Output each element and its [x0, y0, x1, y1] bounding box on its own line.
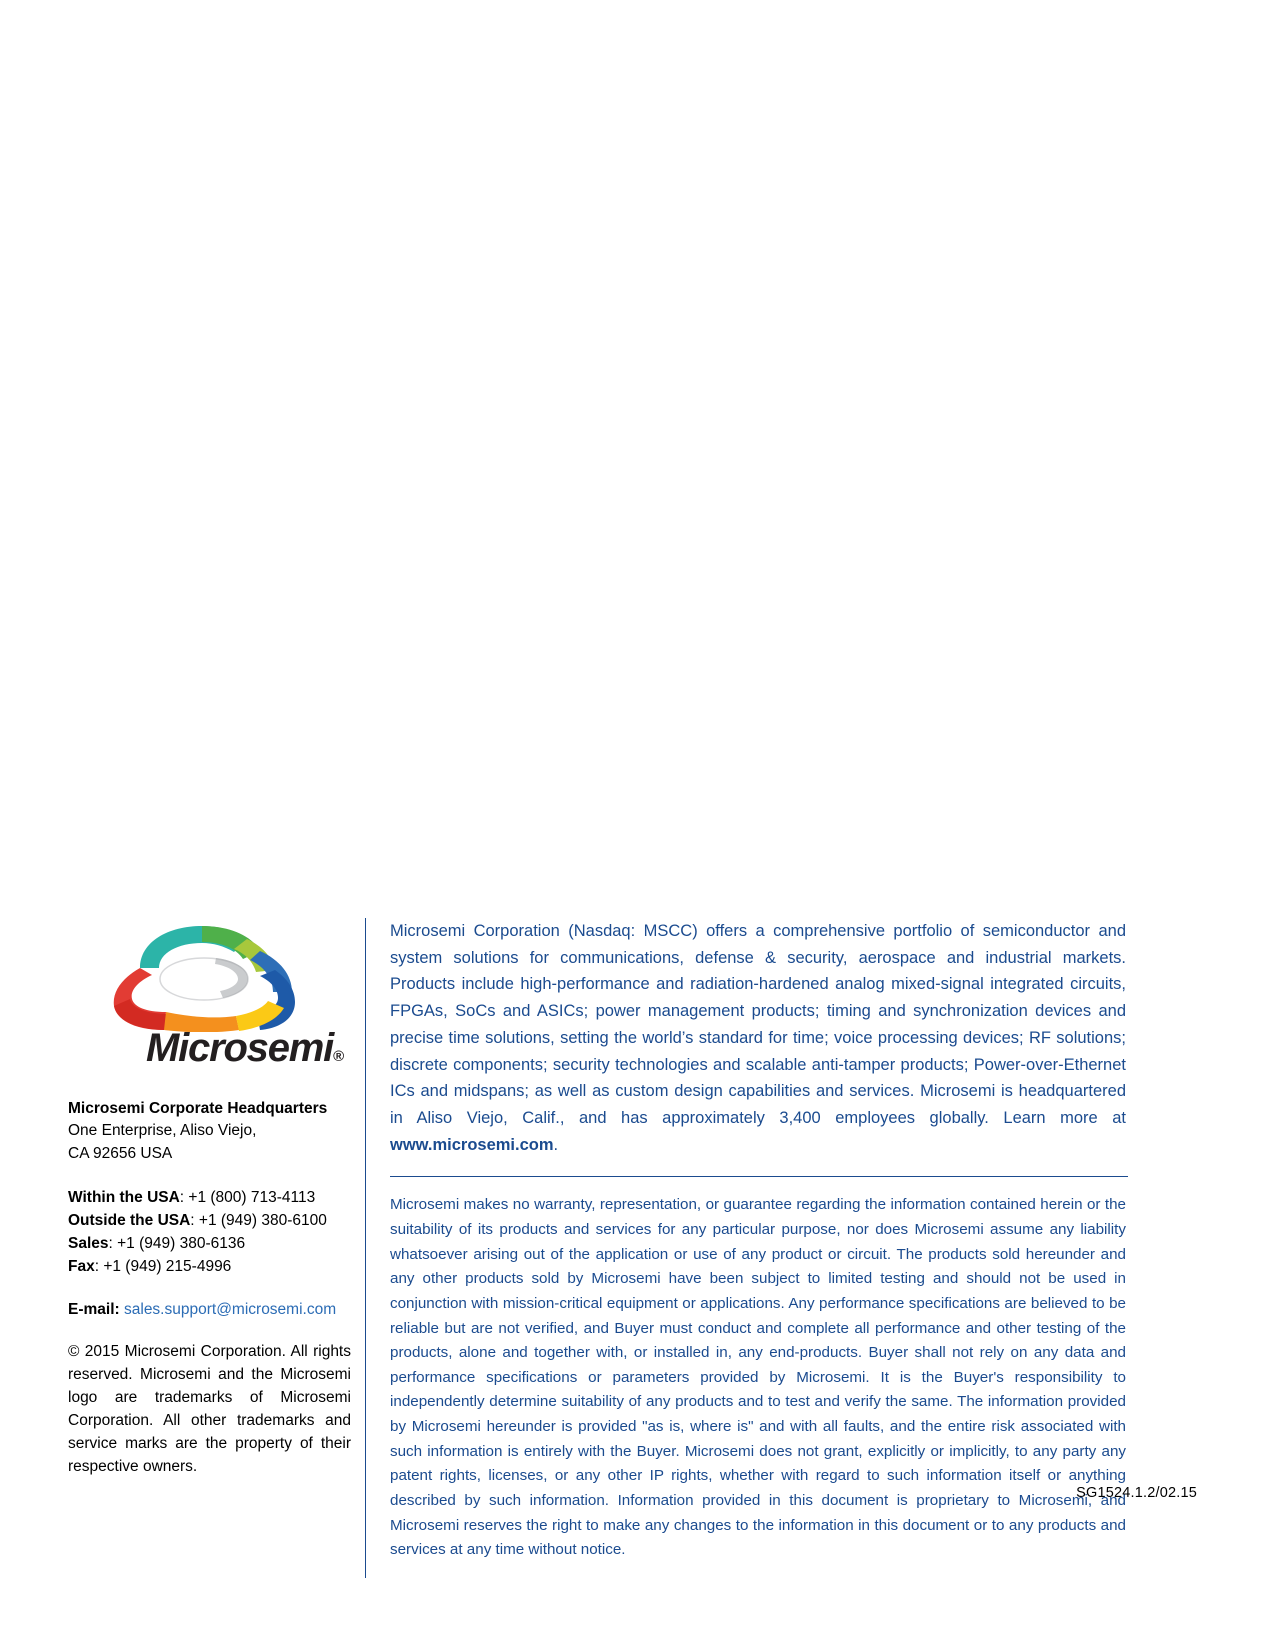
phone-outside-usa-value: : +1 (949) 380-6100: [190, 1212, 327, 1230]
section-divider: [390, 1176, 1128, 1177]
footer-block: [68, 918, 1128, 1578]
email-row: [68, 1301, 353, 1319]
phone-outside-usa-label: Outside the USA: [68, 1212, 191, 1230]
phone-within-usa-label: Within the USA: [68, 1189, 180, 1207]
phone-sales-label: Sales: [68, 1235, 109, 1253]
microsemi-logo: [110, 922, 360, 1072]
microsemi-website-link[interactable]: www.microsemi.com: [390, 1135, 554, 1154]
phone-list: [68, 1187, 353, 1279]
email-link[interactable]: sales.support@microsemi.com: [124, 1301, 337, 1319]
phone-fax-value: : +1 (949) 215-4996: [94, 1258, 232, 1276]
phone-within-usa: [68, 1187, 353, 1210]
hq-title: Microsemi Corporate Headquarters: [68, 1100, 328, 1117]
phone-sales-value: : +1 (949) 380-6136: [108, 1235, 246, 1253]
phone-within-usa-value: : +1 (800) 713-4113: [179, 1189, 316, 1207]
registered-mark: ®: [333, 1048, 343, 1065]
logo-wordmark: Microsemi®: [146, 1026, 343, 1070]
contact-column: [68, 918, 353, 1479]
microsemi-swirl-icon: [110, 922, 360, 1032]
copyright-notice: © 2015 Microsemi Corporation. All rights reserved. Microsemi and the Microsemi logo are trademarks of Microsemi Corporation. All other trademarks and service marks are the property of their respective owners.: [68, 1343, 351, 1475]
address-line-2: CA 92656 USA: [68, 1144, 173, 1162]
about-text-before-link: Microsemi Corporation (Nasdaq: MSCC) offers a comprehensive portfolio of semiconductor and system solutions for communications, defense & security, aerospace and industrial markets. Products include high-performance and radiation-hardened analog mixed-signal integrated circuits, FPGAs, SoCs and ASICs; power management products; timing and synchronization devices and precise time solutions, setting the world’s standard for time; voice processing devices; RF solutions; discrete components; security technologies and scalable anti-tamper products; Power-over-Ethernet ICs and midspans; as well as custom design capabilities and services. Microsemi is headquartered in Aliso Viejo, Calif., and has approximately 3,400 employees globally. Learn more at: [390, 922, 1126, 1128]
about-microsemi-paragraph: [390, 918, 1128, 1158]
address-line-1: One Enterprise, Aliso Viejo,: [68, 1122, 257, 1140]
document-id: SG1524.1.2/02.15: [1076, 1485, 1197, 1501]
about-text-after-link: .: [553, 1135, 559, 1154]
email-label: E-mail:: [68, 1301, 120, 1319]
phone-sales: [68, 1233, 353, 1256]
phone-fax: [68, 1256, 353, 1279]
disclaimer-paragraph: Microsemi makes no warranty, representation, or guarantee regarding the information contained herein or the suitability of its products and services for any particular purpose, nor does Microsemi assume any liability whatsoever arising out of the application or use of any product or circuit. The products sold hereunder and any other products sold by Microsemi have been subject to limited testing and should not be used in conjunction with mission-critical equipment or applications. Any performance specifications are believed to be reliable but are not verified, and Buyer must conduct and complete all performance and other testing of the products, alone and together with, or installed in, any end-products. Buyer shall not rely on any data and performance specifications or parameters provided by Microsemi. It is the Buyer's responsibility to independently determine suitability of any products and to test and verify the same. The information provided by Microsemi hereunder is provided "as is, where is" and with all faults, and the entire risk associated with such information is entirely with the Buyer. Microsemi does not grant, explicitly or implicitly, to any party any patent rights, licenses, or any other IP rights, whether with regard to such information itself or anything described by such information. Information provided in this document is proprietary to Microsemi, and Microsemi reserves the right to make any changes to the information in this document or to any products and services at any time without notice.: [390, 1196, 1126, 1559]
phone-outside-usa: [68, 1210, 353, 1233]
legal-column: [365, 918, 1128, 1578]
phone-fax-label: Fax: [68, 1258, 95, 1276]
